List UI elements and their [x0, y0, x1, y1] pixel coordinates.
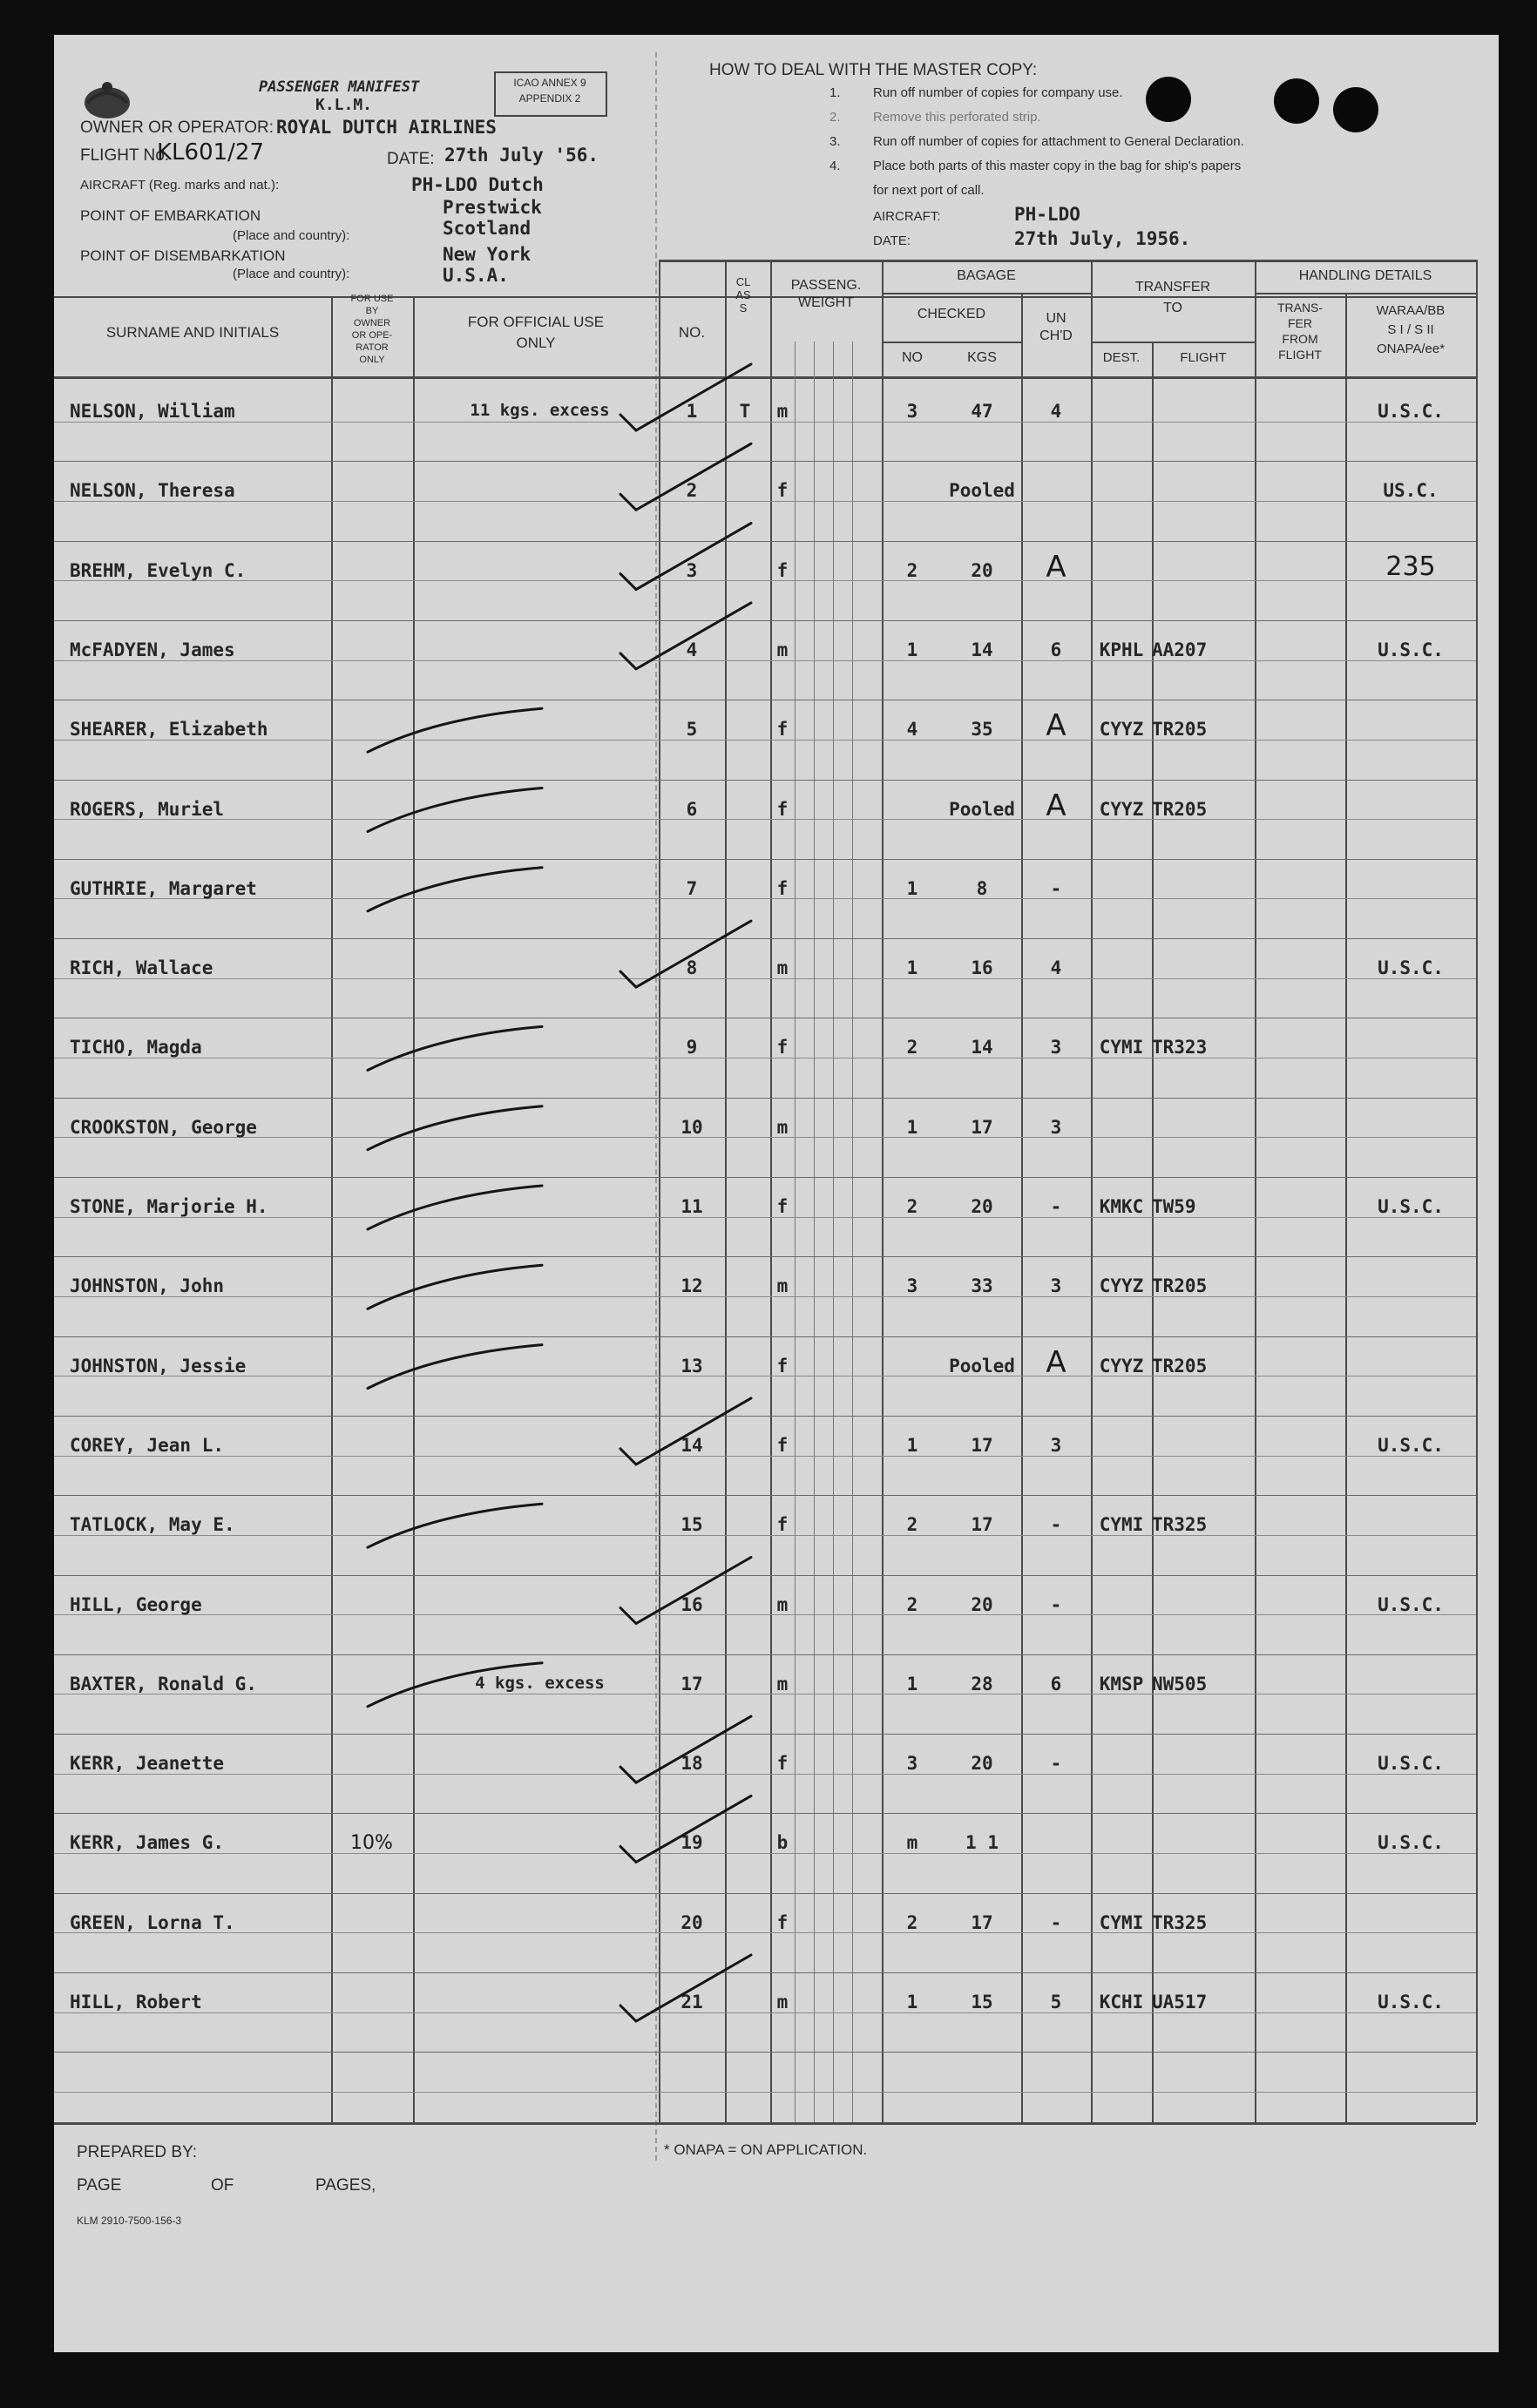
passenger-number: 1: [686, 401, 698, 422]
header-transfer-from-4: FLIGHT: [1278, 348, 1322, 362]
instruction-num-3: 3.: [829, 134, 841, 149]
passenger-sex: m: [776, 401, 789, 422]
unchecked-bags: 6: [1050, 639, 1062, 660]
passenger-number: 8: [686, 957, 698, 979]
passenger-name: NELSON, Theresa: [70, 480, 235, 502]
passenger-sex: m: [776, 1593, 789, 1615]
pen-stroke: [368, 1106, 542, 1150]
instruction-aircraft-label: AIRCRAFT:: [873, 209, 941, 224]
transfer-flight: TR205: [1152, 1355, 1208, 1376]
instruction-text-3: Run off number of copies for attachment to General Declaration.: [873, 134, 1244, 149]
passenger-sex: f: [776, 1355, 789, 1376]
transfer-dest: CYYZ: [1099, 798, 1144, 820]
unchecked-bags: A: [1046, 708, 1066, 744]
flight-value: KL601/27: [157, 139, 265, 166]
unchecked-bags: -: [1050, 1514, 1062, 1536]
check-mark-icon: [620, 364, 751, 430]
header-class: CLASS: [735, 275, 751, 315]
passenger-number: 9: [686, 1037, 698, 1059]
bag-kgs: 20: [971, 1593, 993, 1615]
transfer-dest: KMSP: [1099, 1673, 1144, 1694]
footer-page: PAGE: [77, 2176, 122, 2195]
icao-annex: ICAO ANNEX 9: [513, 77, 586, 89]
header-surname: SURNAME AND INITIALS: [105, 324, 280, 341]
passenger-name: NELSON, William: [70, 401, 235, 422]
passenger-class: T: [739, 401, 751, 422]
bag-count: 1: [906, 957, 918, 979]
bag-count: 2: [906, 1037, 918, 1059]
passenger-sex: f: [776, 1514, 789, 1536]
header-transfer-2: TO: [1163, 301, 1182, 315]
pen-stroke: [368, 1345, 542, 1389]
bag-count: 3: [906, 1753, 918, 1775]
handling-details: U.S.C.: [1378, 1753, 1444, 1775]
handling-details: 235: [1385, 551, 1436, 582]
transfer-dest: KPHL: [1099, 639, 1144, 660]
pen-stroke: [368, 1026, 542, 1070]
bag-kgs: 14: [971, 1037, 993, 1059]
passenger-number: 7: [686, 877, 698, 899]
bag-kgs: 1 1: [965, 1832, 999, 1854]
passenger-name: McFADYEN, James: [70, 639, 235, 660]
disembark-sub: (Place and country):: [233, 267, 350, 281]
passenger-sex: m: [776, 957, 789, 979]
header-no: NO.: [678, 324, 706, 341]
instruction-num-4: 4.: [829, 159, 841, 173]
bag-count: 4: [906, 719, 918, 741]
unchecked-bags: 3: [1050, 1275, 1062, 1297]
passenger-sex: b: [776, 1832, 789, 1854]
passenger-number: 18: [680, 1753, 703, 1775]
flight-label: FLIGHT No.: [80, 146, 170, 165]
passenger-number: 3: [686, 559, 698, 581]
handling-details: U.S.C.: [1378, 639, 1444, 660]
official-use-value: 4 kgs. excess: [475, 1673, 605, 1693]
check-mark-icon: [620, 1558, 751, 1624]
unchecked-bags: 3: [1050, 1037, 1062, 1059]
instructions-title: HOW TO DEAL WITH THE MASTER COPY:: [709, 61, 1038, 79]
header-unchd-1: UN: [1046, 311, 1066, 326]
unchecked-bags: 5: [1050, 1992, 1062, 2012]
pen-stroke: [368, 708, 542, 752]
official-use-value: 11 kgs. excess: [470, 401, 610, 420]
bag-kgs: Pooled: [949, 1355, 1015, 1376]
unchecked-bags: -: [1050, 1593, 1062, 1615]
header-unchd-2: CH'D: [1039, 328, 1073, 343]
passenger-number: 17: [680, 1673, 703, 1694]
passenger-name: GUTHRIE, Margaret: [70, 877, 257, 899]
disembark-value-2: U.S.A.: [443, 265, 509, 286]
bag-count: 1: [906, 1434, 918, 1456]
instruction-num-1: 1.: [829, 85, 841, 100]
passenger-number: 15: [680, 1514, 703, 1536]
footer-of: OF: [211, 2176, 234, 2195]
handling-details: U.S.C.: [1378, 1832, 1444, 1854]
unchecked-bags: 6: [1050, 1673, 1062, 1694]
unchecked-bags: 4: [1050, 401, 1062, 422]
passenger-number: 10: [680, 1116, 703, 1138]
passenger-name: BAXTER, Ronald G.: [70, 1673, 257, 1694]
header-bag-no: NO: [902, 350, 923, 365]
passenger-sex: f: [776, 480, 789, 502]
transfer-flight: TR325: [1152, 1911, 1208, 1933]
bag-count: 2: [906, 1593, 918, 1615]
transfer-dest: CYYZ: [1099, 1275, 1144, 1297]
bag-kgs: 16: [971, 957, 993, 979]
bag-kgs: Pooled: [949, 480, 1015, 502]
transfer-flight: NW505: [1152, 1673, 1208, 1694]
bag-kgs: 20: [971, 1753, 993, 1775]
header-transfer-from-1: TRANS-: [1276, 301, 1324, 315]
disembark-label: POINT OF DISEMBARKATION: [80, 247, 286, 264]
bag-kgs: 15: [971, 1992, 993, 2012]
disembark-value-1: New York: [443, 244, 532, 265]
instruction-text-4-cont: for next port of call.: [873, 183, 985, 198]
passenger-name: TATLOCK, May E.: [70, 1514, 235, 1536]
header-waraa-3: ONAPA/ee*: [1376, 342, 1446, 356]
header-kgs: KGS: [967, 350, 997, 365]
embark-value-1: Prestwick: [443, 197, 542, 218]
transfer-dest: CYYZ: [1099, 1355, 1144, 1376]
bag-count: 1: [906, 1116, 918, 1138]
aircraft-label: AIRCRAFT (Reg. marks and nat.):: [80, 178, 280, 193]
check-mark-icon: [620, 1398, 751, 1464]
transfer-dest: KMKC: [1099, 1196, 1144, 1217]
header-flight: FLIGHT: [1180, 350, 1227, 365]
pen-stroke: [368, 1186, 542, 1229]
bag-kgs: 35: [971, 719, 993, 741]
unchecked-bags: -: [1050, 877, 1062, 899]
header-for-use-1: FOR USE: [350, 294, 394, 304]
passenger-sex: f: [776, 798, 789, 820]
form-title: PASSENGER MANIFEST: [259, 78, 420, 96]
check-mark-icon: [620, 1796, 751, 1862]
header-for-use-3: OWNER: [353, 318, 391, 328]
unchecked-bags: 3: [1050, 1434, 1062, 1456]
unchecked-bags: -: [1050, 1911, 1062, 1933]
manifest-sheet: [54, 35, 1499, 2352]
check-mark-icon: [620, 603, 751, 669]
bag-kgs: 33: [971, 1275, 993, 1297]
transfer-dest: CYMI: [1099, 1911, 1144, 1933]
bag-count: m: [906, 1832, 918, 1854]
bag-count: 2: [906, 1196, 918, 1217]
passenger-name: KERR, Jeanette: [70, 1753, 225, 1775]
passenger-sex: m: [776, 1275, 789, 1297]
header-transfer-1: TRANSFER: [1134, 280, 1211, 294]
header-waraa-1: WARAA/BB: [1376, 303, 1446, 318]
check-mark-icon: [620, 921, 751, 987]
passenger-sex: f: [776, 877, 789, 899]
passenger-sex: m: [776, 1673, 789, 1694]
header-transfer-from-3: FROM: [1282, 332, 1318, 346]
embark-sub: (Place and country):: [233, 228, 350, 243]
transfer-flight: AA207: [1152, 639, 1208, 660]
bag-count: 3: [906, 1275, 918, 1297]
bag-count: 3: [906, 401, 918, 422]
check-mark-icon: [620, 524, 751, 590]
handling-details: U.S.C.: [1378, 1992, 1444, 2012]
unchecked-bags: A: [1046, 1344, 1066, 1380]
passenger-number: 21: [680, 1992, 703, 2012]
unchecked-bags: 3: [1050, 1116, 1062, 1138]
bag-count: 1: [906, 1673, 918, 1694]
passenger-name: RICH, Wallace: [70, 957, 213, 979]
bag-kgs: 47: [971, 401, 993, 422]
passenger-number: 2: [686, 480, 698, 502]
footer-form-code: KLM 2910-7500-156-3: [77, 2215, 182, 2227]
icao-appendix: APPENDIX 2: [518, 92, 581, 105]
header-waraa-2: S I / S II: [1387, 322, 1434, 337]
transfer-flight: TR325: [1152, 1514, 1208, 1536]
handling-details: U.S.C.: [1378, 1196, 1444, 1217]
passenger-sex: f: [776, 719, 789, 741]
instruction-date-value: 27th July, 1956.: [1014, 228, 1191, 249]
passenger-number: 4: [686, 639, 698, 660]
passenger-number: 20: [680, 1911, 703, 1933]
pen-stroke: [368, 1663, 542, 1707]
passenger-name: HILL, George: [70, 1593, 202, 1615]
passenger-number: 6: [686, 798, 698, 820]
instruction-aircraft-value: PH-LDO: [1014, 204, 1080, 225]
bag-kgs: 17: [971, 1116, 993, 1138]
handling-details: U.S.C.: [1378, 1593, 1444, 1615]
pen-stroke: [368, 1504, 542, 1547]
bag-count: 1: [906, 1992, 918, 2012]
check-mark-icon: [620, 1716, 751, 1782]
owner-value: ROYAL DUTCH AIRLINES: [276, 117, 497, 138]
aircraft-value: PH-LDO Dutch: [411, 174, 544, 195]
passenger-name: JOHNSTON, Jessie: [70, 1355, 247, 1376]
pen-stroke: [368, 788, 542, 832]
passenger-sex: f: [776, 1037, 789, 1059]
transfer-dest: CYMI: [1099, 1514, 1144, 1536]
bag-count: 2: [906, 1911, 918, 1933]
passenger-sex: f: [776, 1196, 789, 1217]
footer-pages: PAGES,: [315, 2176, 376, 2195]
owner-label: OWNER OR OPERATOR:: [80, 118, 274, 137]
passenger-name: STONE, Marjorie H.: [70, 1196, 268, 1217]
passenger-number: 19: [680, 1832, 703, 1854]
header-official-1: FOR OFFICIAL USE: [467, 314, 605, 330]
instruction-text-4: Place both parts of this master copy in the bag for ship's papers: [873, 159, 1242, 173]
passenger-name: HILL, Robert: [70, 1992, 202, 2012]
transfer-dest: CYMI: [1099, 1037, 1144, 1059]
instruction-date-label: DATE:: [873, 233, 911, 248]
bag-kgs: 20: [971, 1196, 993, 1217]
instruction-num-2: 2.: [829, 110, 841, 125]
carrier-code: K.L.M.: [315, 96, 373, 114]
passenger-number: 5: [686, 719, 698, 741]
passenger-sex: m: [776, 1992, 789, 2012]
passenger-sex: m: [776, 1116, 789, 1138]
bag-count: 1: [906, 639, 918, 660]
instruction-text-1: Run off number of copies for company use.: [873, 85, 1123, 100]
transfer-flight: UA517: [1152, 1992, 1208, 2012]
bag-kgs: 17: [971, 1514, 993, 1536]
header-for-use-4: OR OPE-: [351, 330, 393, 341]
passenger-name: ROGERS, Muriel: [70, 798, 225, 820]
header-for-use-5: RATOR: [355, 342, 389, 353]
header-bagage: BAGAGE: [957, 268, 1016, 283]
passenger-number: 13: [680, 1355, 703, 1376]
handling-details: U.S.C.: [1378, 957, 1444, 979]
bag-kgs: 14: [971, 639, 993, 660]
passenger-sex: m: [776, 639, 789, 660]
passenger-name: COREY, Jean L.: [70, 1434, 225, 1456]
instruction-text-2: Remove this perforated strip.: [873, 110, 1041, 125]
header-for-use-6: ONLY: [359, 355, 385, 365]
bag-kgs: 17: [971, 1911, 993, 1933]
date-value: 27th July '56.: [444, 145, 599, 166]
passenger-number: 16: [680, 1593, 703, 1615]
transfer-dest: KCHI: [1099, 1992, 1144, 2012]
passenger-name: GREEN, Lorna T.: [70, 1911, 235, 1933]
handling-details: US.C.: [1383, 480, 1439, 502]
transfer-dest: CYYZ: [1099, 719, 1144, 741]
passenger-sex: f: [776, 1753, 789, 1775]
embark-value-2: Scotland: [443, 218, 532, 239]
passenger-sex: f: [776, 559, 789, 581]
transfer-flight: TR323: [1152, 1037, 1208, 1059]
passenger-name: SHEARER, Elizabeth: [70, 719, 268, 741]
handwritten-marks: [54, 35, 1499, 2161]
footer-prepared-by: PREPARED BY:: [77, 2143, 197, 2161]
bag-kgs: 8: [976, 877, 988, 899]
date-label: DATE:: [387, 150, 435, 168]
header-dest: DEST.: [1102, 350, 1141, 365]
passenger-number: 14: [680, 1434, 703, 1456]
unchecked-bags: -: [1050, 1753, 1062, 1775]
passenger-name: JOHNSTON, John: [70, 1275, 225, 1297]
pen-stroke: [368, 868, 542, 911]
header-official-2: ONLY: [516, 335, 556, 351]
bag-count: 2: [906, 1514, 918, 1536]
handling-details: U.S.C.: [1378, 401, 1444, 422]
handling-details: U.S.C.: [1378, 1434, 1444, 1456]
header-passeng-1: PASSENG.: [790, 278, 862, 293]
passenger-name: TICHO, Magda: [70, 1037, 202, 1059]
owner-use-value: 10%: [350, 1832, 393, 1855]
header-passeng-2: WEIGHT: [798, 295, 854, 310]
unchecked-bags: A: [1046, 788, 1066, 823]
unchecked-bags: 4: [1050, 957, 1062, 979]
pen-stroke: [368, 1265, 542, 1309]
header-checked: CHECKED: [917, 307, 986, 321]
passenger-sex: f: [776, 1911, 789, 1933]
check-mark-icon: [620, 443, 751, 510]
header-transfer-from-2: FER: [1288, 316, 1312, 330]
header-handling: HANDLING DETAILS: [1298, 268, 1432, 283]
header-for-use-2: BY: [365, 306, 379, 316]
passenger-name: CROOKSTON, George: [70, 1116, 257, 1138]
bag-count: 1: [906, 877, 918, 899]
transfer-flight: TR205: [1152, 798, 1208, 820]
bag-kgs: 28: [971, 1673, 993, 1694]
unchecked-bags: A: [1046, 549, 1066, 585]
embark-label: POINT OF EMBARKATION: [80, 207, 261, 224]
footer-onapa-note: * ONAPA = ON APPLICATION.: [664, 2141, 868, 2158]
passenger-number: 11: [680, 1196, 703, 1217]
check-mark-icon: [620, 1955, 751, 2021]
bag-count: 2: [906, 559, 918, 581]
unchecked-bags: -: [1050, 1196, 1062, 1217]
bag-kgs: 17: [971, 1434, 993, 1456]
bag-kgs: Pooled: [949, 798, 1015, 820]
passenger-name: KERR, James G.: [70, 1832, 225, 1854]
passenger-sex: f: [776, 1434, 789, 1456]
passenger-number: 12: [680, 1275, 703, 1297]
bag-kgs: 20: [971, 559, 993, 581]
passenger-name: BREHM, Evelyn C.: [70, 559, 247, 581]
transfer-flight: TR205: [1152, 1275, 1208, 1297]
transfer-flight: TW59: [1152, 1196, 1196, 1217]
transfer-flight: TR205: [1152, 719, 1208, 741]
